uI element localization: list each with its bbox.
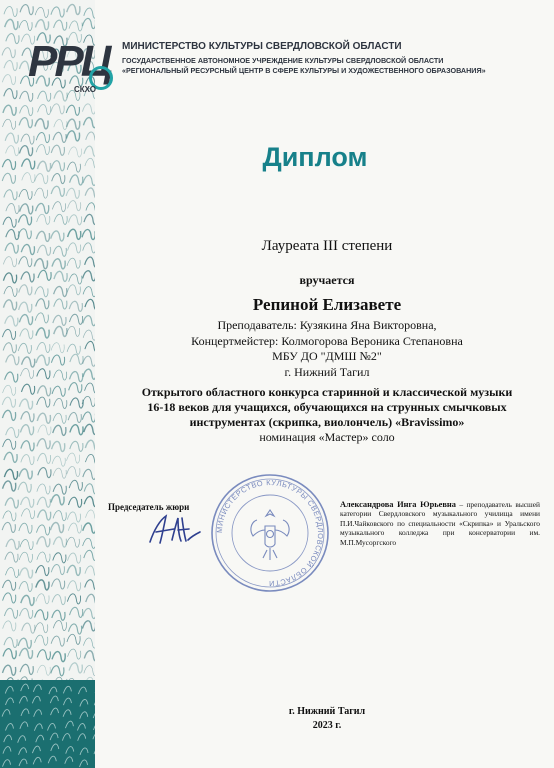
recipient-info: [100, 318, 554, 380]
logo: РРЦ: [28, 37, 110, 86]
decorative-calligraphy-band: [0, 0, 95, 768]
teacher-line: Преподаватель: Кузякина Яна Викторовна,: [217, 318, 437, 332]
recipient-name: Репиной Елизавете: [252, 295, 402, 314]
footer-city: г. Нижний Тагил: [288, 706, 366, 717]
ministry-name: МИНИСТЕРСТВО КУЛЬТУРЫ СВЕРДЛОВСКОЙ ОБЛАСТИ: [122, 41, 402, 52]
coat-of-arms-icon: [251, 510, 289, 560]
awarded-label: вручается: [299, 273, 355, 287]
jury-chair-label: Председатель жюри: [108, 502, 190, 512]
organization-line-1: ГОСУДАРСТВЕННОЕ АВТОНОМНОЕ УЧРЕЖДЕНИЕ КУЛЬТУРЫ СВЕРДЛОВСКОЙ ОБЛАСТИ: [122, 56, 444, 65]
jury-chair-description: – преподаватель высшей категории Свердловского музыкального училища имени П.И.Чайковского по специальности «Скрипка» и Уральского музыкального колледжа при консерватории им. М.П.Мусоргского: [340, 500, 540, 547]
school-city-line: г. Нижний Тагил: [284, 364, 370, 379]
contest-line-2: 16-18 веков для учащихся, обучающихся на струнных смычковых: [147, 400, 507, 414]
logo-subtitle: СКХО: [74, 85, 97, 94]
accompanist-line: Концертмейстер: Колмогорова Вероника Степановна: [191, 333, 463, 348]
jury-chair-info: [340, 500, 540, 547]
organization-line-2: «РЕГИОНАЛЬНЫЙ РЕСУРСНЫЙ ЦЕНТР В СФЕРЕ КУЛЬТУРЫ И ХУДОЖЕСТВЕННОГО ОБРАЗОВАНИЯ»: [122, 66, 486, 75]
jury-chair-name: Александрова Инга Юрьевна: [340, 500, 456, 509]
seal-text: МИНИСТЕРСТВО КУЛЬТУРЫ СВЕРДЛОВСКОЙ ОБЛАСТИ: [214, 477, 326, 589]
organization-name: [122, 56, 522, 76]
contest-line-1: Открытого областного конкурса старинной и классической музыки: [141, 385, 513, 399]
svg-text:МИНИСТЕРСТВО КУЛЬТУРЫ СВЕРДЛОВ: [215, 478, 325, 588]
decorative-band-bottom: [0, 680, 95, 768]
official-seal: [207, 470, 333, 596]
laureate-degree: Лауреата III степени: [261, 238, 393, 254]
contest-line-3: инструментах (скрипка, виолончель) «Bravissimo»: [189, 415, 465, 429]
handwritten-signature: [144, 510, 204, 548]
nomination-line: номинация «Мастер» соло: [259, 430, 395, 444]
school-line: МБУ ДО "ДМШ №2": [272, 349, 382, 363]
contest-name: [100, 385, 554, 430]
footer-year: 2023 г.: [312, 720, 342, 731]
diploma-title: Диплом: [262, 142, 368, 172]
